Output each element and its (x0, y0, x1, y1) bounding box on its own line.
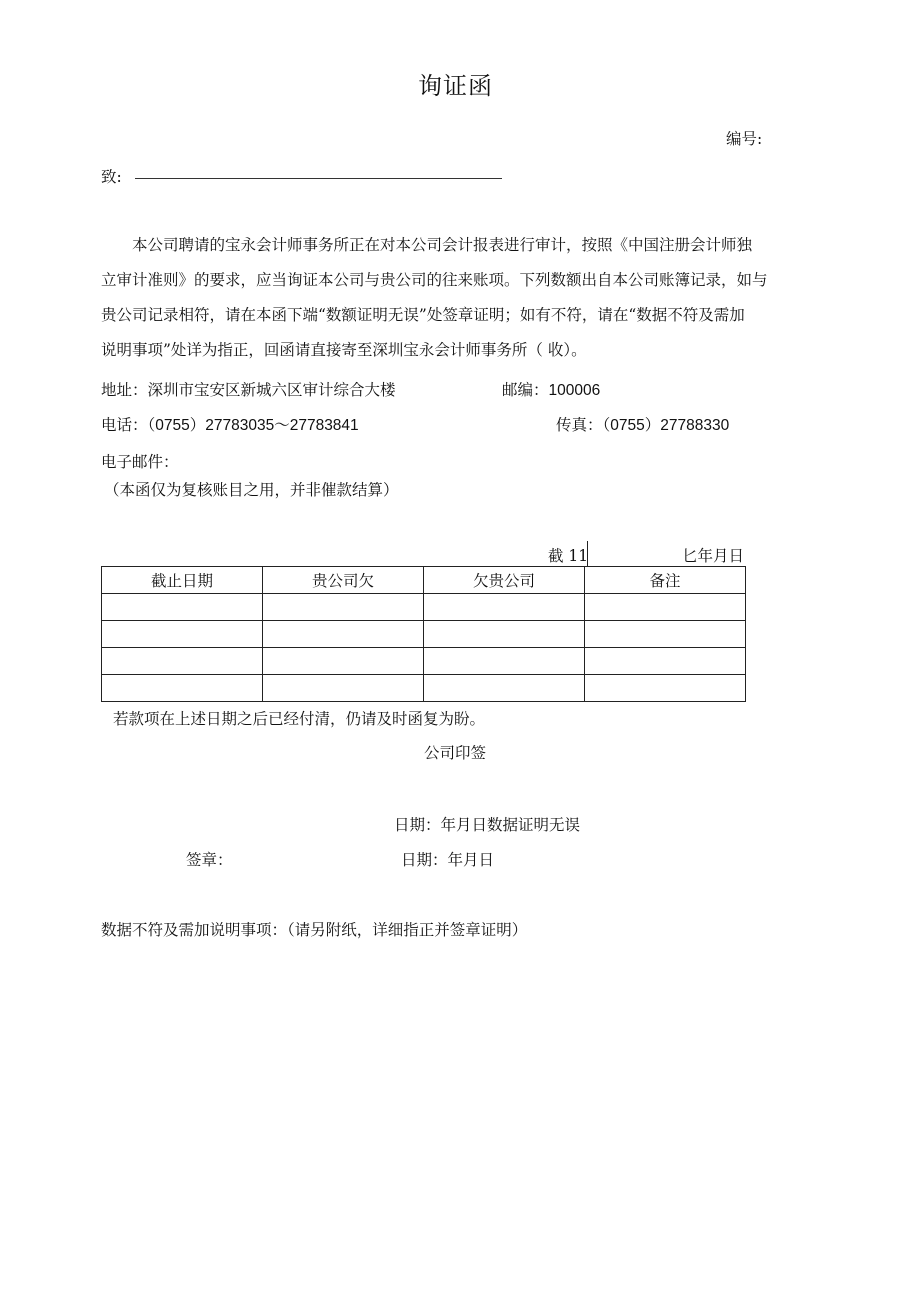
discrepancy-line: 数据不符及需加说明事项：（请另附纸，详细指正并签章证明） (101, 921, 528, 939)
table-cell[interactable] (585, 648, 746, 675)
header-owed-by-you: 贵公司欠 (263, 567, 424, 594)
signature-date-line: 日期：年月日 (401, 851, 495, 869)
cutoff-date-suffix: 匕年月日 (682, 547, 745, 565)
table-header-row (102, 567, 746, 594)
table-cell[interactable] (263, 675, 424, 702)
balance-table (101, 566, 746, 702)
phone-value: （0755）27783035～27783841 (147, 417, 359, 434)
table-cell[interactable] (263, 594, 424, 621)
table-cell[interactable] (102, 621, 263, 648)
table-row (102, 594, 746, 621)
recipient-label: 致: (101, 168, 122, 186)
table-cell[interactable] (424, 648, 585, 675)
address-line (101, 378, 396, 400)
header-owed-to-you: 欠贵公司 (424, 567, 585, 594)
table-cell[interactable] (585, 594, 746, 621)
table-row (102, 675, 746, 702)
header-remarks: 备注 (585, 567, 746, 594)
settlement-note: 若款项在上述日期之后已经付清，仍请及时函复为盼。 (113, 710, 486, 728)
header-cutoff-date: 截止日期 (102, 567, 263, 594)
body-line: 说明事项”处详为指正，回函请直接寄至深圳宝永会计师事务所（ 收）。 (101, 341, 587, 359)
table-cell[interactable] (263, 621, 424, 648)
body-line: 立审计准则》的要求，应当询证本公司与贵公司的往来账项。下列数额出自本公司账簿记录，如与 (101, 271, 768, 289)
table-cell[interactable] (585, 675, 746, 702)
phone-label: 电话： (101, 416, 148, 434)
document-title: 询证函 (418, 72, 493, 100)
table-row (102, 621, 746, 648)
table-cell[interactable] (424, 675, 585, 702)
table-cell[interactable] (585, 621, 746, 648)
table-cell[interactable] (263, 648, 424, 675)
cutoff-divider (587, 541, 588, 566)
fax-line (556, 413, 729, 435)
purpose-note: （本函仅为复核账目之用，并非催款结算） (104, 481, 399, 499)
address-value: 深圳市宝安区新城六区审计综合大楼 (147, 381, 396, 399)
table-cell[interactable] (424, 621, 585, 648)
company-seal-label: 公司印签 (424, 744, 487, 762)
fax-label: 传真： (556, 416, 603, 434)
signature-label: 签章： (186, 851, 233, 869)
recipient-field[interactable] (135, 164, 502, 179)
confirmation-date-line: 日期：年月日数据证明无误 (394, 816, 581, 834)
postcode-value: 100006 (548, 382, 601, 399)
table-row (102, 648, 746, 675)
fax-value: （0755）27788330 (602, 417, 730, 434)
table-cell[interactable] (424, 594, 585, 621)
phone-line (101, 413, 359, 435)
email-label: 电子邮件： (101, 453, 179, 471)
postcode-line (502, 378, 600, 400)
table-cell[interactable] (102, 648, 263, 675)
body-line: 贵公司记录相符，请在本函下端“数额证明无误”处签章证明；如有不符，请在“数据不符及需加 (101, 306, 745, 324)
body-line: 本公司聘请的宝永会计师事务所正在对本公司会计报表进行审计，按照《中国注册会计师独 (101, 236, 753, 254)
body-paragraph (101, 228, 826, 368)
address-label: 地址： (101, 381, 148, 399)
table-cell[interactable] (102, 594, 263, 621)
table-cell[interactable] (102, 675, 263, 702)
postcode-label: 邮编： (502, 381, 549, 399)
serial-number-label: 编号: (726, 130, 763, 148)
cutoff-date-prefix: 截 11 (548, 547, 589, 565)
